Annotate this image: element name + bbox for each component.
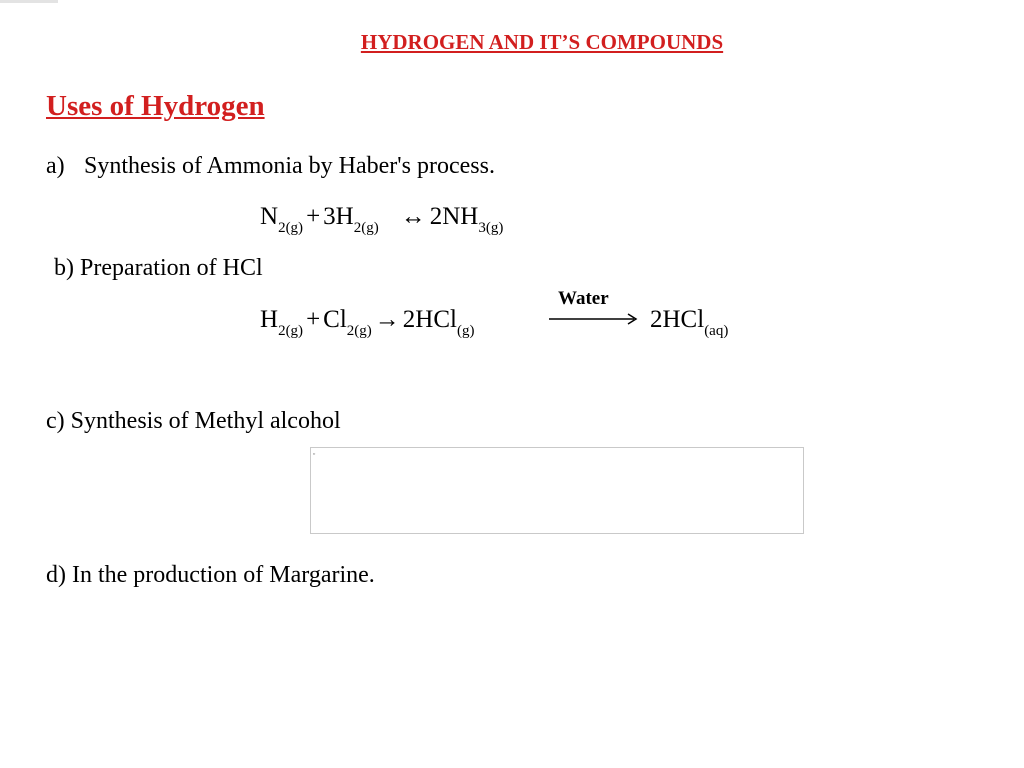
forward-arrow-icon: → — [374, 306, 400, 333]
plus-sign: + — [306, 306, 321, 333]
reactant-nitrogen: N — [260, 203, 279, 230]
product-ammonia: 2NH — [429, 203, 479, 230]
list-item-margarine: d) In the production of Margarine. — [46, 562, 375, 588]
list-item-methyl-alcohol: c) Synthesis of Methyl alcohol — [46, 408, 341, 434]
list-marker-a: a) — [46, 153, 65, 179]
slide-title — [0, 30, 1024, 55]
reversible-arrow-icon: ↔ — [400, 203, 426, 230]
equation-hcl — [260, 306, 475, 339]
reactant-chlorine: Cl — [323, 306, 347, 333]
reactant-hydrogen-state: 2(g) — [278, 323, 304, 339]
list-item-ammonia-text: Synthesis of Ammonia by Haber's process. — [84, 153, 495, 179]
product-ammonia-state: 3(g) — [478, 220, 504, 236]
list-item-ammonia — [46, 154, 495, 178]
corner-artifact — [0, 0, 58, 3]
reactant-hydrogen-state: 2(g) — [353, 220, 379, 236]
reactant-hydrogen: 3H — [323, 203, 354, 230]
reactant-hydrogen: H — [260, 306, 279, 333]
reactant-nitrogen-state: 2(g) — [278, 220, 304, 236]
product-hcl-aqueous-group — [650, 306, 729, 339]
reactant-chlorine-state: 2(g) — [346, 323, 372, 339]
equation-image-placeholder — [310, 447, 804, 534]
section-heading: Uses of Hydrogen — [46, 90, 265, 122]
product-hcl-gas: 2HCl — [402, 306, 457, 333]
product-hcl-aqueous-state: (aq) — [704, 323, 729, 339]
long-arrow-icon — [548, 312, 640, 326]
equation-haber — [260, 203, 504, 236]
product-hcl-aqueous: 2HCl — [650, 306, 705, 333]
product-hcl-gas-state: (g) — [456, 323, 475, 339]
list-item-hcl: b) Preparation of HCl — [54, 255, 263, 281]
placeholder-mark-icon: „ — [313, 449, 316, 456]
reaction-condition-label: Water — [558, 288, 609, 309]
plus-sign: + — [306, 203, 321, 230]
slide-title-text: HYDROGEN AND IT’S COMPOUNDS — [360, 30, 724, 54]
